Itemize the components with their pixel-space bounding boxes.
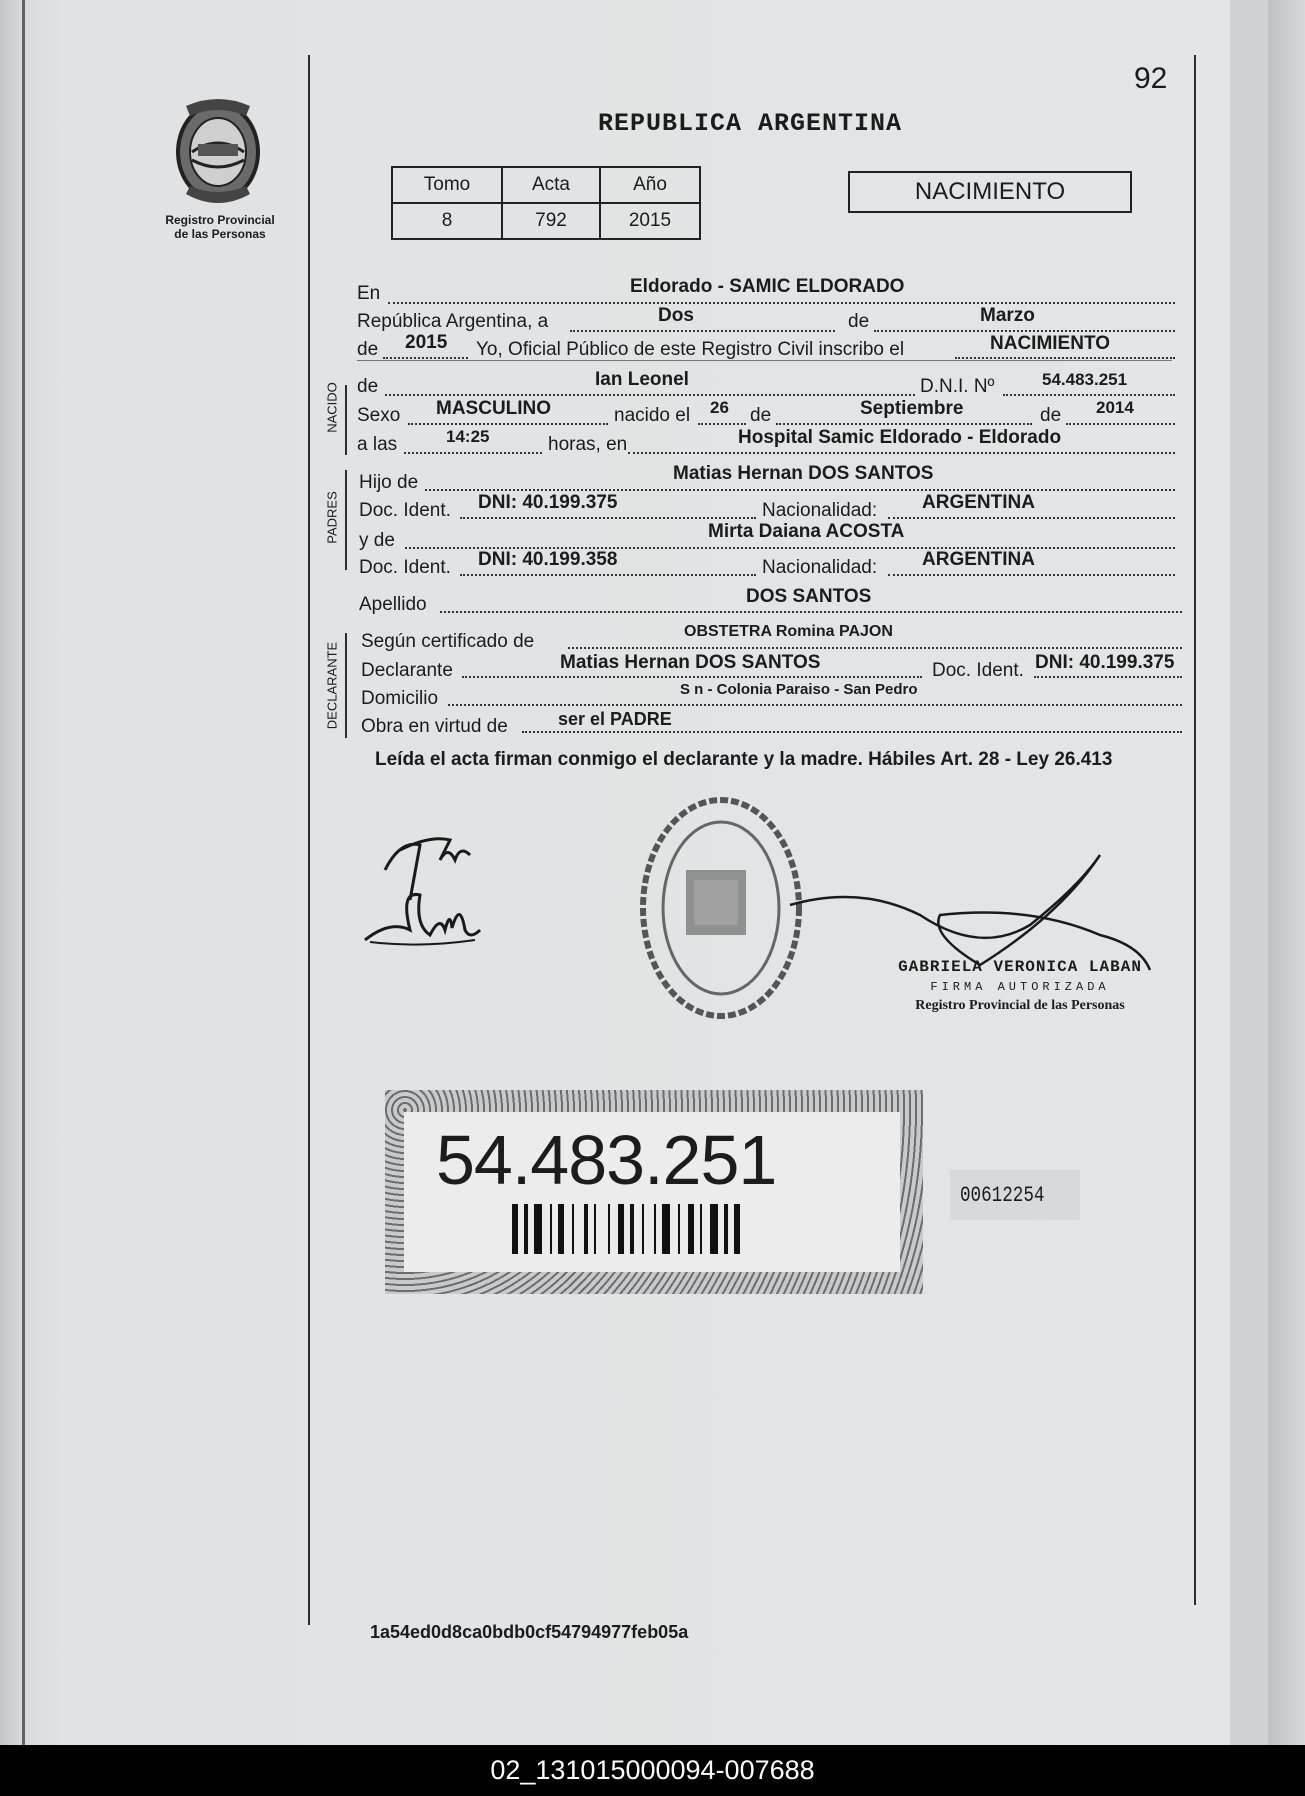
label-de: de	[848, 311, 870, 332]
barcode-bar	[534, 1204, 542, 1254]
dotted-line	[388, 302, 1175, 304]
header-acta: Acta	[502, 167, 600, 203]
value-padre-doc: DNI: 40.199.375	[478, 492, 618, 513]
value-sexo: MASCULINO	[436, 398, 552, 419]
dotted-line	[874, 330, 1175, 332]
footer-bar	[0, 1745, 1305, 1796]
barcode-bar	[584, 1204, 588, 1254]
dotted-line	[1034, 676, 1182, 678]
label-de-anio: de	[357, 339, 379, 360]
dotted-line	[462, 676, 922, 678]
barcode	[512, 1204, 832, 1254]
barcode-bar	[554, 1204, 556, 1254]
binding-line	[22, 0, 25, 1745]
barcode-bar	[618, 1204, 624, 1254]
barcode-bar	[696, 1204, 698, 1254]
section-nacido: NACIDO	[324, 382, 340, 433]
dotted-line	[1003, 394, 1175, 396]
value-lugar-nac: Hospital Samic Eldorado - Eldorado	[738, 427, 1062, 448]
record-table	[391, 166, 701, 240]
label-declarante: Declarante	[361, 660, 453, 681]
label-de-nac-anio: de	[1040, 405, 1062, 426]
value-declarante-doc: DNI: 40.199.375	[1035, 652, 1175, 673]
barcode-bar	[678, 1204, 680, 1254]
next-page-edge	[1268, 0, 1305, 1745]
label-doc-madre: Doc. Ident.	[359, 557, 451, 578]
value-dia: Dos	[658, 305, 694, 326]
dotted-line	[448, 704, 1182, 706]
value-padre: Matias Hernan DOS SANTOS	[673, 463, 934, 484]
value-certificado: OBSTETRA Romina PAJON	[684, 623, 893, 640]
barcode-bar	[700, 1204, 702, 1254]
dotted-line	[385, 394, 915, 396]
value-mes: Marzo	[980, 305, 1035, 326]
barcode-bar	[636, 1204, 640, 1254]
barcode-bar	[594, 1204, 596, 1254]
section-declarante: DECLARANTE	[324, 641, 340, 730]
dotted-line	[628, 452, 1175, 454]
barcode-bar	[612, 1204, 616, 1254]
label-republica: República Argentina, a	[357, 311, 549, 332]
label-hijo-de: Hijo de	[359, 472, 419, 493]
barcode-bar	[608, 1204, 610, 1254]
barcode-bar	[626, 1204, 628, 1254]
label-nac-padre: Nacionalidad:	[762, 500, 878, 521]
label-en: En	[357, 283, 381, 304]
dotted-line	[888, 574, 1175, 576]
barcode-bar	[720, 1204, 722, 1254]
label-y-de: y de	[359, 530, 395, 551]
barcode-bar	[544, 1204, 548, 1254]
value-hora: 14:25	[446, 427, 490, 446]
page-number: 92	[1134, 62, 1168, 95]
declarant-signature	[360, 830, 490, 955]
value-dni: 54.483.251	[1042, 370, 1128, 389]
label-horas-en: horas, en	[548, 434, 628, 455]
label-sexo: Sexo	[357, 405, 401, 426]
dotted-line	[440, 611, 1182, 613]
label-segun: Según certificado de	[361, 631, 535, 652]
label-de-nombre: de	[357, 376, 379, 397]
dotted-line	[698, 423, 746, 425]
closing-statement: Leída el acta firman conmigo el declarante y la madre. Hábiles Art. 28 - Ley 26.413	[375, 749, 1113, 770]
barcode-bar	[576, 1204, 582, 1254]
value-acta: 792	[502, 203, 600, 239]
value-anio: 2015	[600, 203, 700, 239]
barcode-bar	[646, 1204, 652, 1254]
barcode-bar	[704, 1204, 708, 1254]
nacido-bracket	[345, 385, 347, 455]
barcode-bar	[642, 1204, 644, 1254]
value-padre-nac: ARGENTINA	[922, 492, 1035, 513]
dni-label-sticker	[385, 1090, 923, 1294]
dni-label-inner	[404, 1112, 900, 1272]
value-nombre: Ian Leonel	[595, 369, 689, 390]
barcode-bar	[654, 1204, 656, 1254]
barcode-bar	[742, 1204, 746, 1254]
header-anio: Año	[600, 167, 700, 203]
provincial-seal-icon	[168, 94, 268, 209]
value-madre-nac: ARGENTINA	[922, 549, 1035, 570]
dotted-line	[408, 423, 608, 425]
dotted-line	[570, 330, 835, 332]
value-obra: ser el PADRE	[558, 709, 672, 729]
padres-bracket	[345, 470, 347, 570]
dotted-line	[460, 517, 756, 519]
barcode-bar	[512, 1204, 518, 1254]
document-title: REPUBLICA ARGENTINA	[597, 109, 903, 138]
label-domicilio: Domicilio	[361, 688, 439, 709]
dotted-line	[955, 357, 1175, 359]
record-type-box: NACIMIENTO	[848, 171, 1132, 213]
barcode-bar	[724, 1204, 728, 1254]
label-de-mes: de	[750, 405, 772, 426]
dotted-line	[404, 452, 542, 454]
label-apellido: Apellido	[359, 594, 427, 615]
label-a-las: a las	[357, 434, 398, 455]
left-margin-rule	[308, 55, 310, 1625]
dotted-line	[522, 731, 1182, 733]
label-nacido-el: nacido el	[614, 405, 691, 426]
barcode-bar	[658, 1204, 660, 1254]
value-nac-dia: 26	[710, 398, 729, 417]
barcode-bar	[672, 1204, 676, 1254]
dotted-line	[383, 357, 468, 359]
label-dni: D.N.I. Nº	[920, 376, 995, 397]
barcode-bar	[572, 1204, 574, 1254]
value-apellido: DOS SANTOS	[746, 586, 872, 607]
barcode-bar	[682, 1204, 686, 1254]
serial-number: 00612254	[960, 1183, 1045, 1208]
dni-label-number: 54.483.251	[436, 1121, 777, 1199]
value-nac-mes: Septiembre	[860, 398, 964, 419]
barcode-bar	[520, 1204, 522, 1254]
label-doc-declarante: Doc. Ident.	[932, 660, 1024, 681]
value-madre-doc: DNI: 40.199.358	[478, 549, 618, 570]
dotted-line	[1066, 423, 1175, 425]
footer-id: 02_131015000094-007688	[490, 1755, 815, 1785]
dotted-line	[568, 647, 1182, 649]
label-yo: Yo, Oficial Público de este Registro Civil inscribo el	[476, 339, 905, 360]
value-madre: Mirta Daiana ACOSTA	[708, 521, 905, 542]
barcode-bar	[730, 1204, 732, 1254]
barcode-bar	[710, 1204, 718, 1254]
barcode-bar	[662, 1204, 670, 1254]
barcode-bar	[590, 1204, 592, 1254]
section-padres: PADRES	[324, 491, 340, 544]
official-role: FIRMA AUTORIZADA	[930, 980, 1110, 994]
label-obra: Obra en virtud de	[361, 716, 508, 737]
barcode-bar	[630, 1204, 634, 1254]
declarante-bracket	[345, 633, 347, 738]
official-registry: Registro Provincial de las Personas	[915, 998, 1125, 1013]
dotted-line	[460, 574, 756, 576]
official-name: GABRIELA VERONICA LABAN	[898, 958, 1142, 976]
right-margin-rule	[1194, 55, 1196, 1605]
header-tomo: Tomo	[392, 167, 502, 203]
registry-label: Registro Provincial de las Personas	[165, 213, 275, 241]
value-nac-anio: 2014	[1096, 398, 1134, 417]
label-doc-padre: Doc. Ident.	[359, 500, 451, 521]
value-declarante: Matias Hernan DOS SANTOS	[560, 652, 821, 673]
value-anio: 2015	[405, 332, 448, 353]
label-nac-madre: Nacionalidad:	[762, 557, 878, 578]
dotted-line	[425, 489, 1175, 491]
barcode-bar	[530, 1204, 532, 1254]
value-tomo: 8	[392, 203, 502, 239]
barcode-bar	[598, 1204, 606, 1254]
barcode-bar	[550, 1204, 552, 1254]
barcode-bar	[734, 1204, 740, 1254]
document-hash: 1a54ed0d8ca0bdb0cf54794977feb05a	[370, 1622, 689, 1642]
dotted-line	[888, 517, 1175, 519]
barcode-bar	[558, 1204, 564, 1254]
barcode-bar	[524, 1204, 528, 1254]
barcode-bar	[566, 1204, 570, 1254]
value-inscripcion: NACIMIENTO	[990, 333, 1110, 354]
dotted-line	[776, 423, 1032, 425]
official-signature-block	[850, 958, 1190, 1014]
value-domicilio: S n - Colonia Paraiso - San Pedro	[680, 681, 918, 698]
barcode-bar	[688, 1204, 694, 1254]
value-lugar: Eldorado - SAMIC ELDORADO	[630, 276, 905, 297]
